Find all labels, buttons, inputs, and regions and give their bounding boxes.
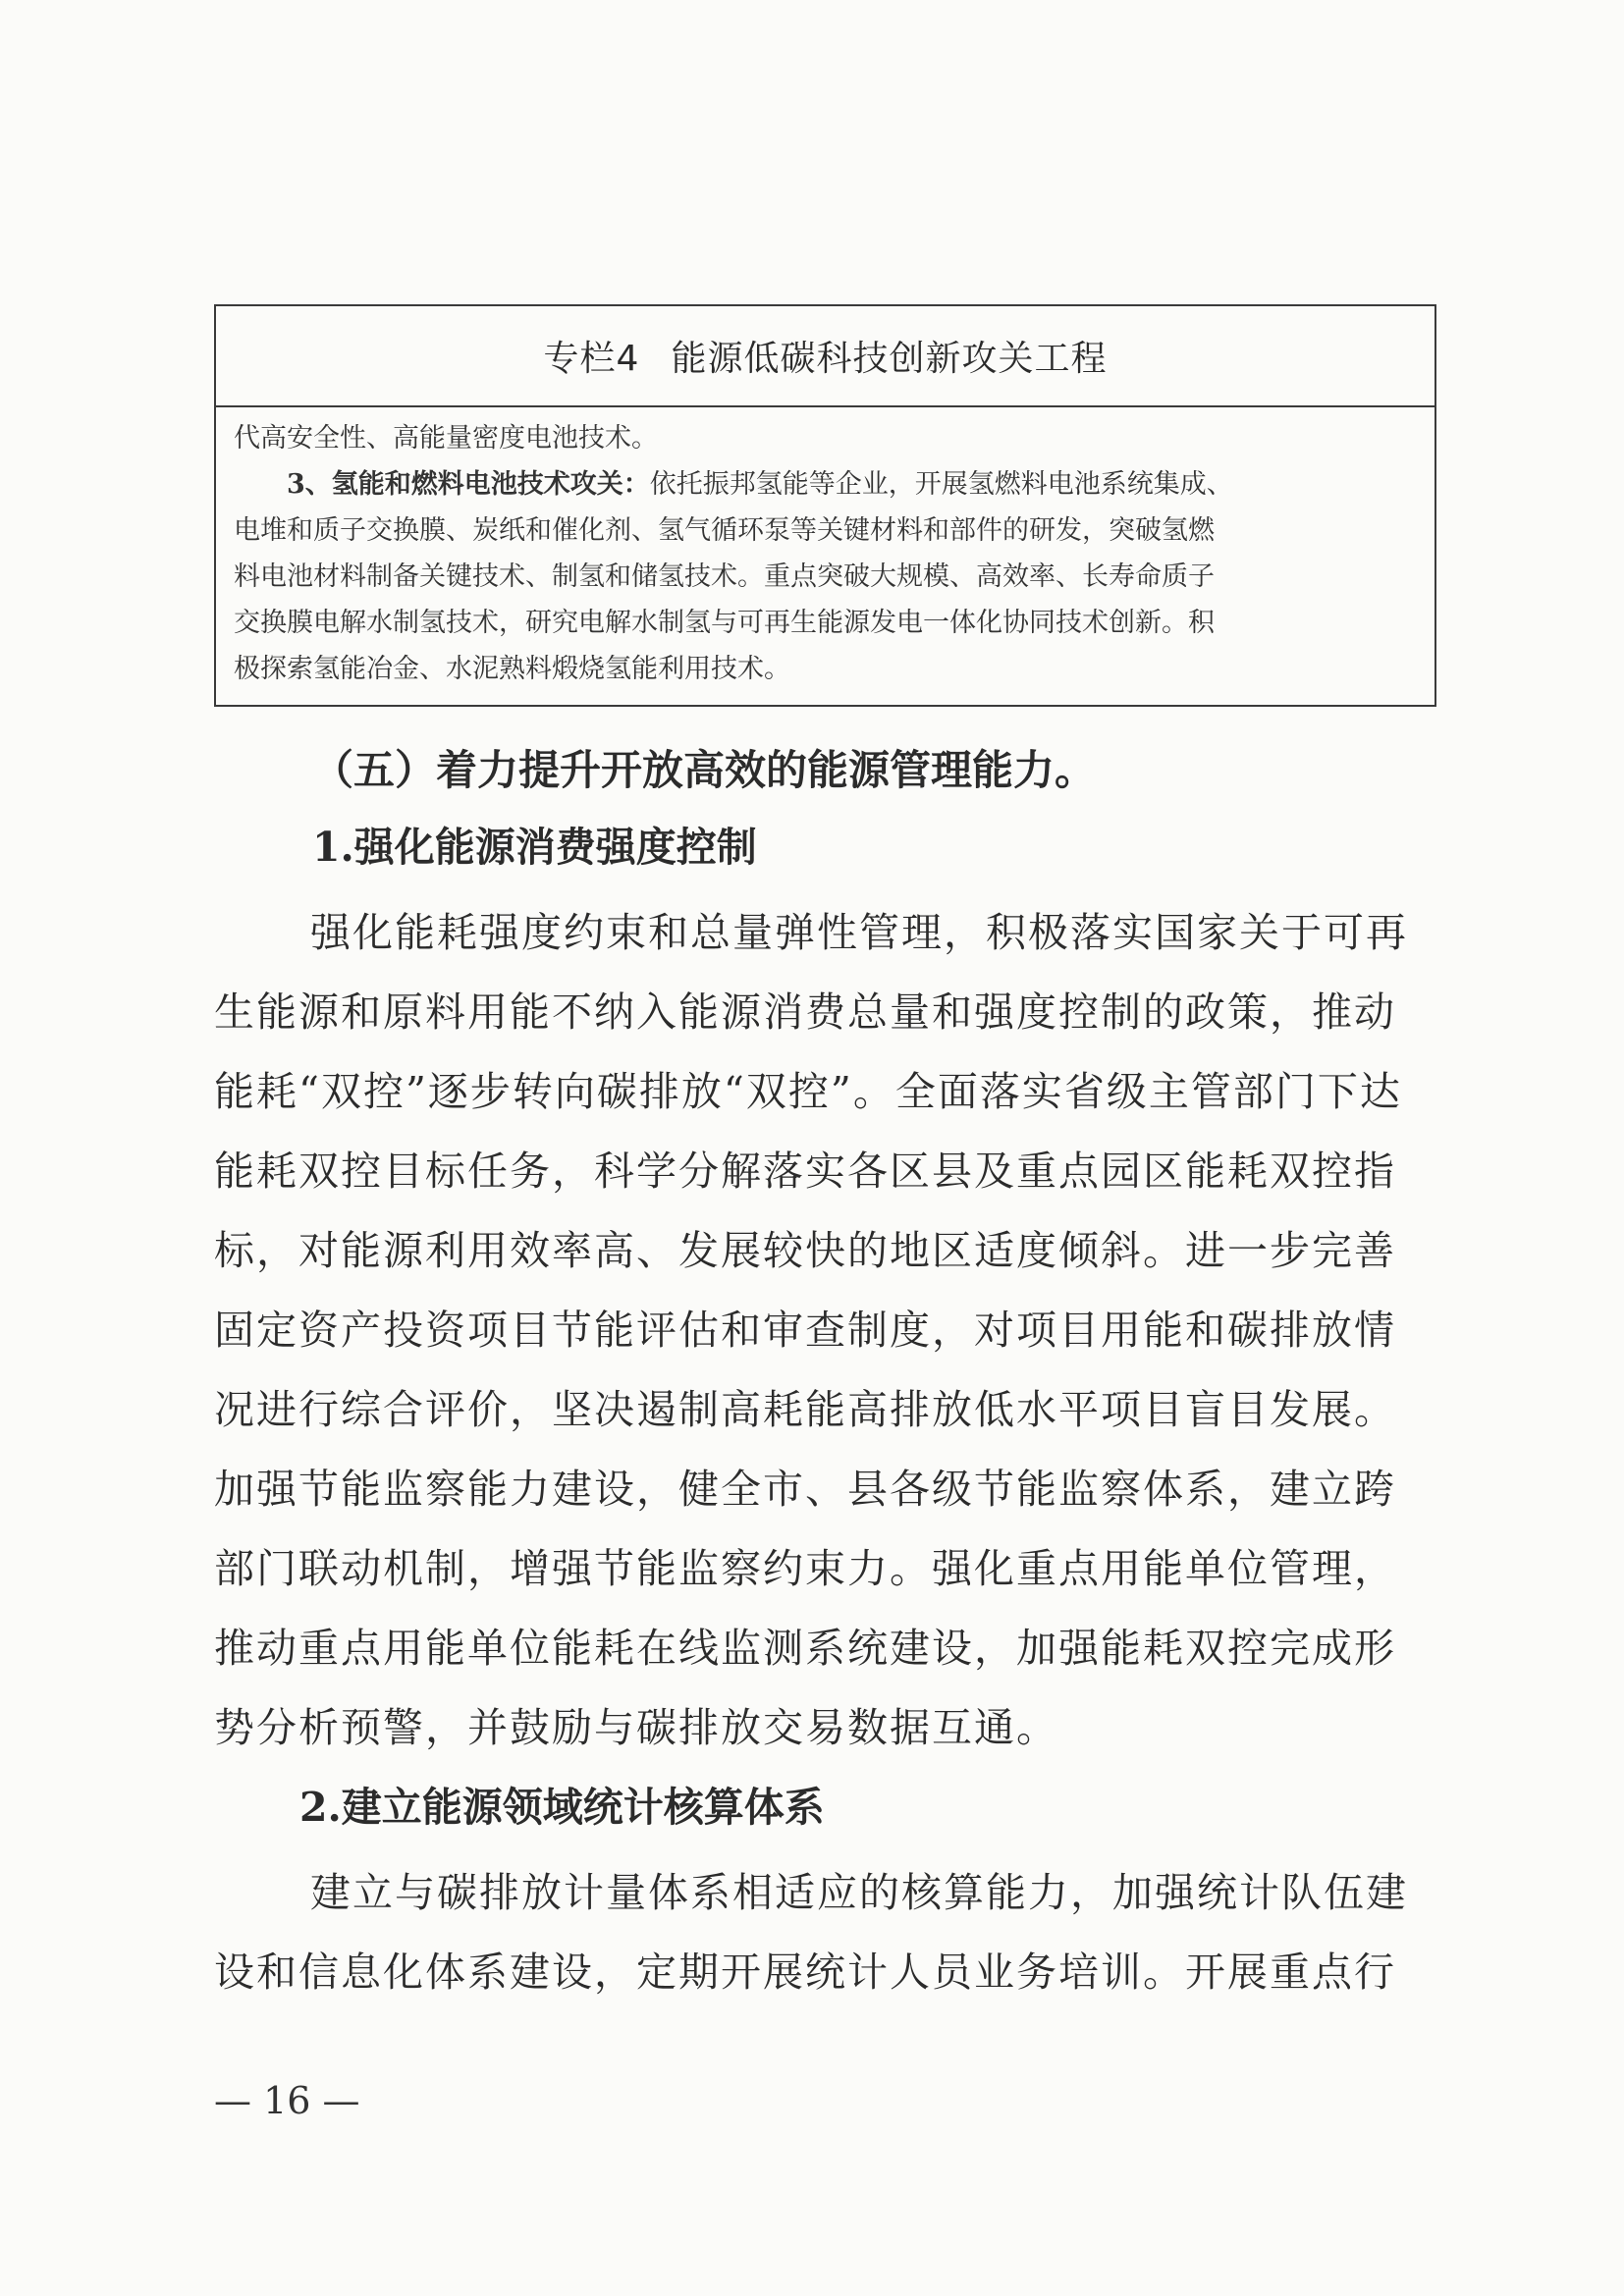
column-box-body [216,407,1435,692]
column-box-item-3 [234,461,1421,507]
paragraph-line: 部门联动机制，增强节能监察约束力。强化重点用能单位管理， [214,1545,1396,1592]
paragraph-line: 推动重点用能单位能耗在线监测系统建设，加强能耗双控完成形 [214,1625,1396,1672]
paragraph-line: 能耗“双控”逐步转向碳排放“双控”。全面落实省级主管部门下达 [214,1068,1402,1115]
item-3-heading: 3、氢能和燃料电池技术攻关： [287,469,650,500]
paragraph-line: 加强节能监察能力建设，健全市、县各级节能监察体系，建立跨 [214,1466,1396,1513]
column-box [214,304,1436,707]
subsection-2-heading: 2.建立能源领域统计核算体系 [299,1784,825,1831]
item-3-line: 交换膜电解水制氢技术，研究电解水制氢与可再生能源发电一体化协同技术创新。积 [234,608,1215,638]
paragraph-line: 设和信息化体系建设，定期开展统计人员业务培训。开展重点行 [214,1949,1396,1996]
page-number: — 16 — [214,2079,360,2122]
paragraph-line: 势分析预警，并鼓励与碳排放交易数据互通。 [214,1704,1058,1751]
paragraph-line: 固定资产投资项目节能评估和审查制度，对项目用能和碳排放情 [214,1307,1396,1354]
column-box-title-text: 能源低碳科技创新攻关工程 [671,339,1108,379]
item-3-line: 依托振邦氢能等企业，开展氢燃料电池系统集成、 [649,469,1233,500]
paragraph-line: 强化能耗强度约束和总量弹性管理，积极落实国家关于可再 [310,909,1408,956]
paragraph-line: 建立与碳排放计量体系相适应的核算能力，加强统计队伍建 [310,1869,1408,1916]
paragraph-line: 况进行综合评价，坚决遏制高耗能高排放低水平项目盲目发展。 [214,1386,1396,1433]
item-3-line: 料电池材料制备关键技术、制氢和储氢技术。重点突破大规模、高效率、长寿命质子 [234,561,1215,592]
paragraph-line: 生能源和原料用能不纳入能源消费总量和强度控制的政策，推动 [214,988,1396,1036]
column-box-continued-text: 代高安全性、高能量密度电池技术。 [234,423,658,454]
subsection-1-paragraph [214,893,1422,1768]
subsection-2-paragraph [214,1853,1422,2012]
column-box-title [216,306,1435,407]
item-3-line: 电堆和质子交换膜、炭纸和催化剂、氢气循环泵等关键材料和部件的研发，突破氢燃 [234,515,1215,546]
subsection-1-heading: 1.强化能源消费强度控制 [312,824,757,871]
section-heading: （五）着力提升开放高效的能源管理能力。 [312,746,1097,794]
item-3-line: 极探索氢能冶金、水泥熟料煅烧氢能利用技术。 [234,654,790,684]
paragraph-line: 标，对能源利用效率高、发展较快的地区适度倾斜。进一步完善 [214,1227,1396,1274]
column-box-title-prefix: 专栏4 [543,339,640,379]
paragraph-line: 能耗双控目标任务，科学分解落实各区县及重点园区能耗双控指 [214,1148,1396,1195]
